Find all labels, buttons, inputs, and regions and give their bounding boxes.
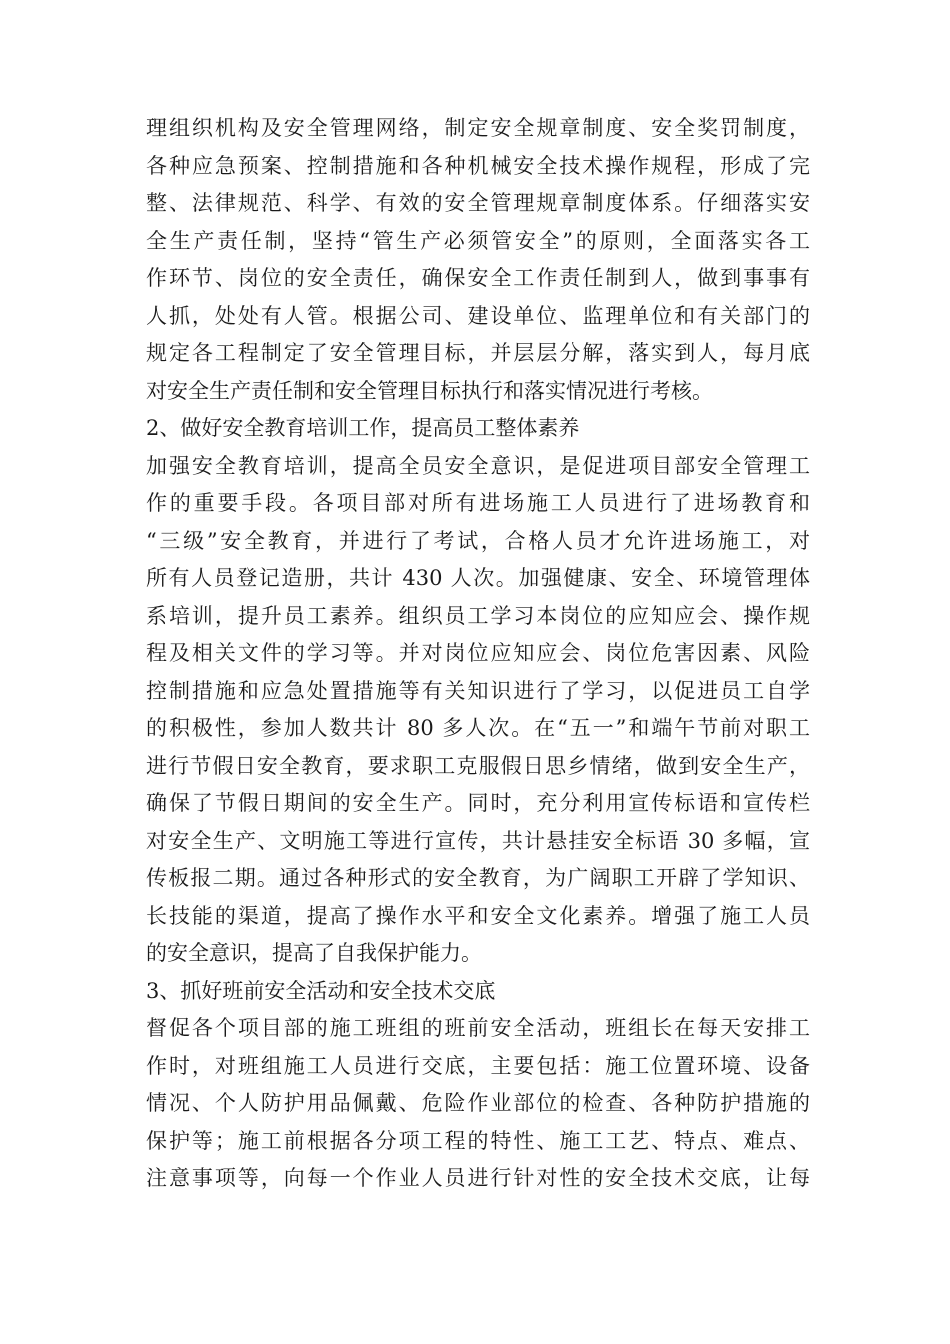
text-line: 全生产责任制，坚持“管生产必须管安全”的原则，全面落实各工 bbox=[146, 228, 810, 253]
text-line: 传板报二期。通过各种形式的安全教育，为广阔职工开辟了学知识、 bbox=[146, 866, 810, 890]
text-line: 的积极性，参加人数共计 80 多人次。在“五一”和端午节前对职工 bbox=[146, 716, 810, 740]
text-line: 督促各个项目部的施工班组的班前安全活动，班组长在每天安排工 bbox=[146, 1016, 810, 1040]
text-line: 的安全意识，提高了自我保护能力。 bbox=[146, 941, 482, 965]
text-line: 加强安全教育培训，提高全员安全意识，是促进项目部安全管理工 bbox=[146, 453, 810, 478]
text-line: 保护等；施工前根据各分项工程的特性、施工工艺、特点、难点、 bbox=[146, 1128, 810, 1153]
text-line: 对安全生产、文明施工等进行宣传，共计悬挂安全标语 30 多幅，宣 bbox=[146, 828, 810, 853]
text-line: 作环节、岗位的安全责任，确保安全工作责任制到人，做到事事有 bbox=[146, 266, 810, 290]
text-line: 程及相关文件的学习等。并对岗位应知应会、岗位危害因素、风险 bbox=[146, 641, 810, 665]
text-line: 注意事项等，向每一个作业人员进行针对性的安全技术交底，让每 bbox=[146, 1166, 810, 1190]
document-body bbox=[146, 110, 810, 1198]
text-line: 作时，对班组施工人员进行交底，主要包括：施工位置环境、设备 bbox=[146, 1053, 810, 1078]
text-line: 控制措施和应急处置措施等有关知识进行了学习，以促进员工自学 bbox=[146, 678, 810, 703]
text-line: 进行节假日安全教育，要求职工克服假日思乡情绪，做到安全生产， bbox=[146, 753, 810, 778]
text-line: 长技能的渠道，提高了操作水平和安全文化素养。增强了施工人员 bbox=[146, 903, 810, 928]
section-heading: 2、做好安全教育培训工作，提高员工整体素养 bbox=[146, 416, 580, 440]
text-line: 各种应急预案、控制措施和各种机械安全技术操作规程，形成了完 bbox=[146, 153, 810, 178]
text-line: 对安全生产责任制和安全管理目标执行和落实情况进行考核。 bbox=[146, 378, 713, 403]
text-line: 系培训，提升员工素养。组织员工学习本岗位的应知应会、操作规 bbox=[146, 603, 810, 628]
text-line: 人抓，处处有人管。根据公司、建设单位、监理单位和有关部门的 bbox=[146, 303, 810, 328]
text-line: “三级”安全教育，并进行了考试，合格人员才允许进场施工，对 bbox=[146, 528, 810, 553]
text-line: 理组织机构及安全管理网络，制定安全规章制度、安全奖罚制度， bbox=[146, 116, 810, 140]
text-line: 规定各工程制定了安全管理目标，并层层分解，落实到人，每月底 bbox=[146, 341, 810, 365]
text-line: 情况、个人防护用品佩戴、危险作业部位的检查、各种防护措施的 bbox=[146, 1091, 810, 1115]
section-heading: 3、抓好班前安全活动和安全技术交底 bbox=[146, 978, 496, 1003]
text-line: 确保了节假日期间的安全生产。同时，充分利用宣传标语和宣传栏 bbox=[146, 791, 810, 815]
text-line: 整、法律规范、科学、有效的安全管理规章制度体系。仔细落实安 bbox=[146, 191, 810, 215]
text-line: 作的重要手段。各项目部对所有进场施工人员进行了进场教育和 bbox=[146, 491, 810, 515]
text-line: 所有人员登记造册，共计 430 人次。加强健康、安全、环境管理体 bbox=[146, 566, 810, 590]
